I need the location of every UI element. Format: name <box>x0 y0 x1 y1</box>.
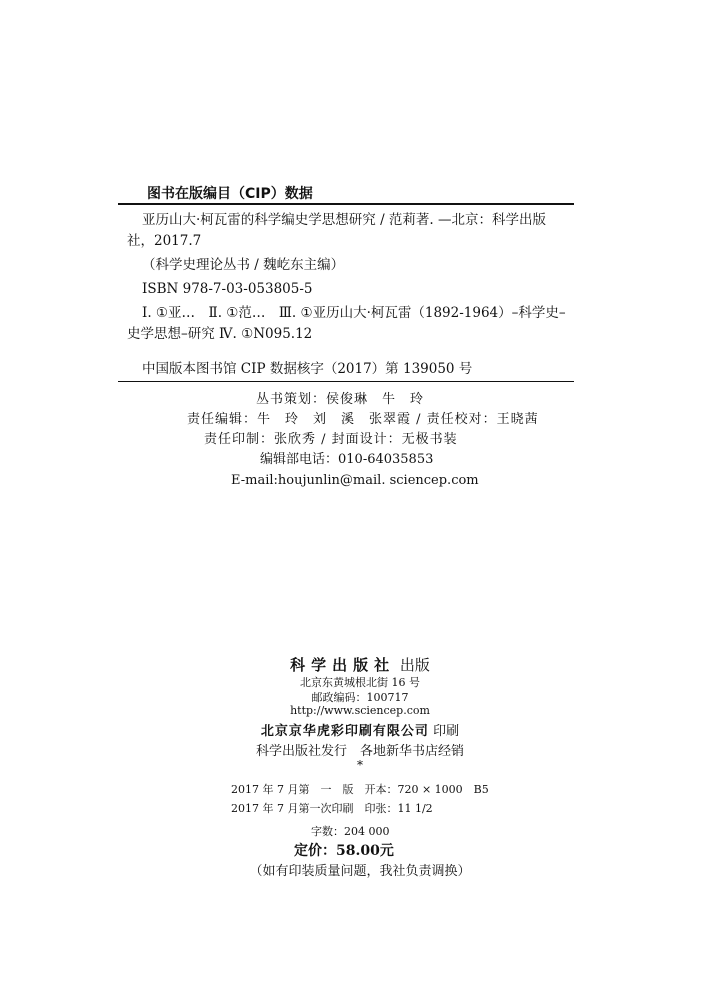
printer-name: 北京京华虎彩印刷有限公司 <box>260 724 429 739</box>
cip-top-rule <box>118 203 574 205</box>
distribution-line: 科学出版社发行 各地新华书店经销 <box>255 744 464 759</box>
cip-series-line: （科学史理论丛书 / 魏屹东主编） <box>142 257 345 273</box>
cip-record <box>127 210 567 345</box>
responsible-editors: 责任编辑：牛 玲 刘 溪 张翠霞 / 责任校对：王晓茜 <box>187 412 539 427</box>
cip-bottom-rule <box>118 381 574 382</box>
editorial-phone: 编辑部电话：010-64035853 <box>260 452 434 467</box>
publisher-name: 科学出版社 <box>290 656 396 674</box>
production-credits: 责任印制：张欣秀 / 封面设计：无极书装 <box>204 432 458 447</box>
printer-suffix: 印刷 <box>433 724 460 739</box>
series-planning: 丛书策划：侯俊琳 牛 玲 <box>256 392 425 407</box>
price: 定价：58.00元 <box>294 843 394 859</box>
publisher-url: http://www.sciencep.com <box>290 704 430 717</box>
quality-notice: （如有印装质量问题，我社负责调换） <box>249 864 471 879</box>
edition-line: 2017 年 7 月第 一 版 开本：720 × 1000 B5 <box>231 783 489 796</box>
editorial-email: E-mail:houjunlin@mail. sciencep.com <box>231 473 479 488</box>
cip-data-number: 中国版本图书馆 CIP 数据核字（2017）第 139050 号 <box>142 361 473 377</box>
publisher-line <box>0 654 720 675</box>
publisher-postcode: 邮政编码：100717 <box>311 691 409 704</box>
separator-star: * <box>357 758 363 772</box>
cip-isbn-line: ISBN 978-7-03-053805-5 <box>142 281 313 297</box>
word-count: 字数：204 000 <box>311 825 390 838</box>
publisher-address: 北京东黄城根北街 16 号 <box>300 676 420 689</box>
cip-title-line: 亚历山大·柯瓦雷的科学编史学思想研究 / 范莉著. —北京：科学出版社，2017.7 <box>127 212 547 249</box>
printing-line: 2017 年 7 月第一次印刷 印张：11 1/2 <box>231 802 433 815</box>
cip-title: 图书在版编目（CIP）数据 <box>147 186 313 202</box>
printer-line <box>0 720 720 739</box>
publisher-suffix: 出版 <box>399 656 430 674</box>
cip-classification-line: Ⅰ. ①亚… Ⅱ. ①范… Ⅲ. ①亚历山大·柯瓦雷（1892-1964）–科学史–史学思想–研究 Ⅳ. ①N095.12 <box>127 305 566 342</box>
